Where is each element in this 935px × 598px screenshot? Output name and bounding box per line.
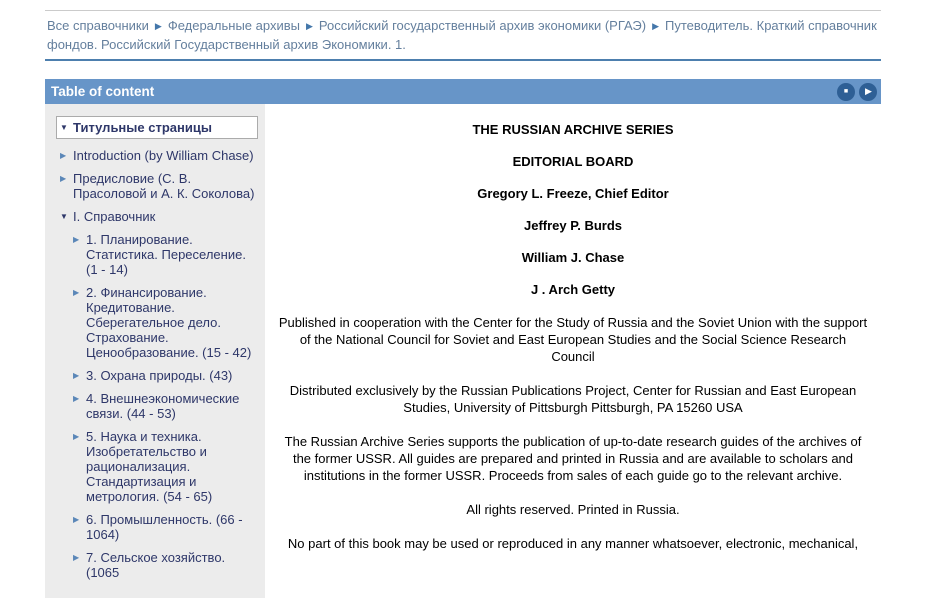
breadcrumb-separator-icon: ▶	[154, 21, 162, 31]
sidebar-item-section-3[interactable]	[73, 368, 258, 383]
breadcrumb-link-federal-archives[interactable]: Федеральные архивы	[167, 18, 300, 33]
series-description-paragraph: The Russian Archive Series supports the publication of up-to-date research guides of the archives of the former USSR. All guides are prepared and printed in Russia and are available to scholars and institutions in the former USSR. Proceeds from sales of each guide go to the relevant archive.	[284, 434, 862, 483]
sidebar-item-label: 1. Планирование. Статистика. Переселение. (1 - 14)	[86, 232, 246, 277]
sidebar-item-section-2[interactable]	[73, 285, 258, 360]
sidebar-item-title-pages[interactable]	[56, 116, 258, 139]
expand-arrow-icon: ▶	[60, 151, 67, 160]
copyright-paragraph: No part of this book may be used or reproduced in any manner whatsoever, electronic, mechanical,	[287, 536, 859, 551]
sidebar-item-introduction[interactable]	[60, 148, 258, 163]
chief-editor-line: Gregory L. Freeze, Chief Editor	[477, 186, 669, 201]
panel-title: Table of content	[51, 84, 155, 99]
cooperation-paragraph: Published in cooperation with the Center for the Study of Russia and the Soviet Union with the support of the National Council for Soviet and East European Studies and the Social Science Research Council	[278, 315, 868, 364]
expand-arrow-icon: ▶	[73, 553, 80, 562]
editor-line: Jeffrey P. Burds	[523, 218, 623, 233]
stop-icon: ■	[843, 88, 849, 95]
breadcrumb-link-rgae[interactable]: Российский государственный архив экономики (РГАЭ)	[318, 18, 647, 33]
editorial-board-heading: EDITORIAL BOARD	[512, 154, 634, 169]
expand-arrow-icon: ▶	[73, 394, 80, 403]
sidebar-item-section-7[interactable]	[73, 550, 258, 580]
titlebar-buttons	[837, 83, 877, 101]
sidebar-item-label: 6. Промышленность. (66 - 1064)	[86, 512, 243, 542]
expand-arrow-icon: ▶	[73, 371, 80, 380]
content-frame	[45, 10, 881, 598]
collapse-arrow-icon: ▼	[60, 212, 68, 221]
editor-line: J . Arch Getty	[530, 282, 616, 297]
breadcrumb-separator-icon: ▶	[305, 21, 313, 31]
expand-arrow-icon: ▶	[73, 235, 80, 244]
collapse-arrow-icon: ▼	[60, 123, 68, 132]
rights-line: All rights reserved. Printed in Russia.	[466, 502, 680, 517]
sidebar-item-section-1[interactable]	[73, 232, 258, 277]
sidebar-item-label: I. Справочник	[73, 209, 156, 224]
series-title: THE RUSSIAN ARCHIVE SERIES	[472, 122, 674, 137]
distribution-paragraph: Distributed exclusively by the Russian Publications Project, Center for Russian and East European Studies, University of Pittsburgh Pittsburgh, PA 15260 USA	[289, 383, 857, 415]
sidebar-item-section-4[interactable]	[73, 391, 258, 421]
breadcrumb	[45, 10, 881, 61]
sidebar-item-preface[interactable]	[60, 171, 258, 201]
sidebar-item-section-5[interactable]	[73, 429, 258, 504]
sidebar-item-label: 2. Финансирование. Кредитование. Сберегательное дело. Страхование. Ценообразование. (15 - 42)	[86, 285, 252, 360]
sidebar-item-label: Introduction (by William Chase)	[73, 148, 254, 163]
sidebar-item-label: Титульные страницы	[73, 120, 212, 135]
expand-arrow-icon: ▶	[73, 432, 80, 441]
sidebar-item-label: 5. Наука и техника. Изобретательство и рационализация. Стандартизация и метрология. (54 - 65)	[86, 429, 213, 504]
panel-body	[45, 104, 881, 598]
table-of-content-titlebar	[45, 79, 881, 104]
table-of-content-sidebar	[45, 104, 265, 598]
breadcrumb-separator-icon: ▶	[652, 21, 659, 31]
breadcrumb-link-guide[interactable]: Путеводитель. Краткий справочник фондов. Российский Государственный архив Экономики. 1.	[47, 18, 877, 52]
expand-arrow-icon: ▶	[73, 515, 80, 524]
play-icon: ▶	[865, 86, 872, 96]
expand-arrow-icon: ▶	[60, 174, 67, 183]
sidebar-item-label: 4. Внешнеэкономические связи. (44 - 53)	[86, 391, 240, 421]
breadcrumb-trail	[47, 17, 877, 54]
sidebar-item-section-6[interactable]	[73, 512, 258, 542]
main-content	[265, 104, 881, 598]
next-button[interactable]	[859, 83, 877, 101]
breadcrumb-link-all-directories[interactable]: Все справочники	[47, 18, 149, 33]
sidebar-item-spravochnik[interactable]	[60, 209, 258, 224]
stop-button[interactable]	[837, 83, 855, 101]
expand-arrow-icon: ▶	[73, 288, 80, 297]
sidebar-item-label: Предисловие (С. В. Прасоловой и А. К. Соколова)	[73, 171, 255, 201]
editor-line: William J. Chase	[521, 250, 625, 265]
page	[0, 10, 935, 580]
sidebar-item-label: 7. Сельское хозяйство. (1065	[86, 550, 226, 580]
sidebar-item-label: 3. Охрана природы. (43)	[86, 368, 233, 383]
